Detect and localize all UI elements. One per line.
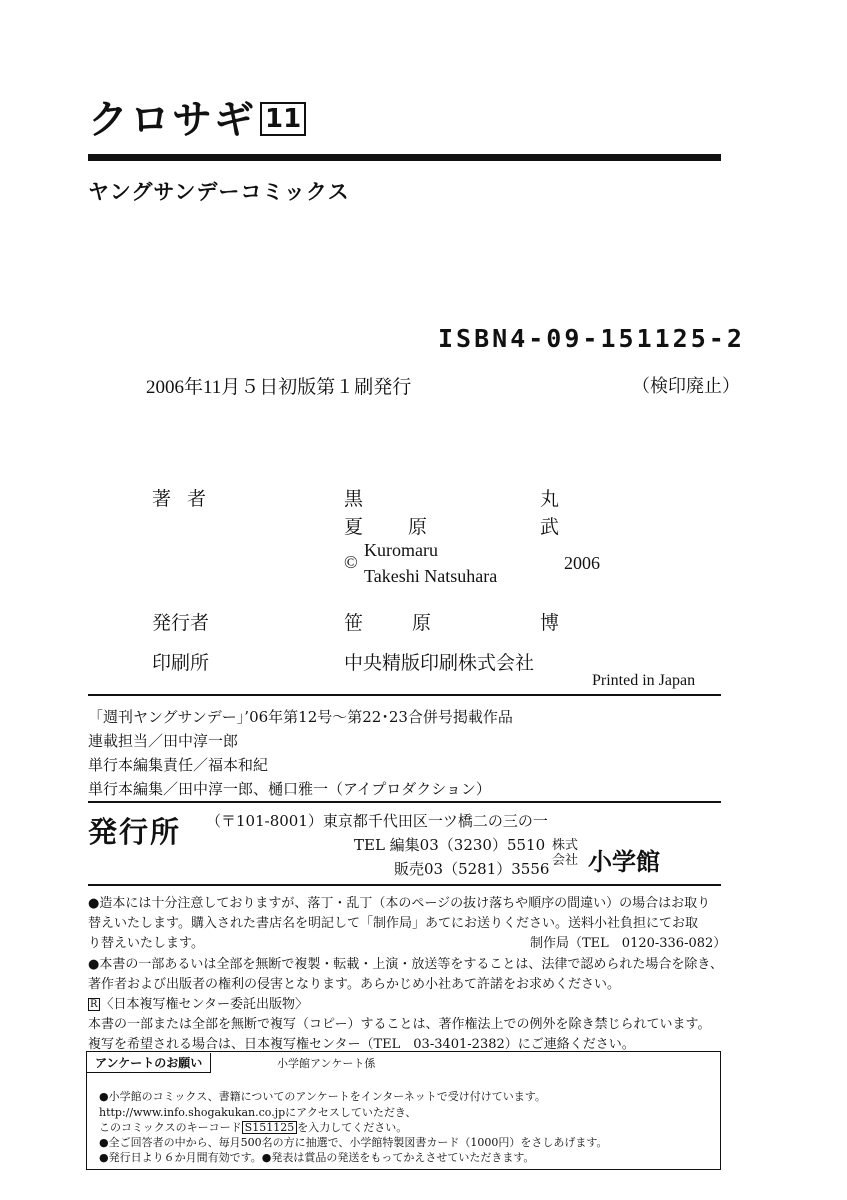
editor-in-charge: 単行本編集責任／福本和紀 xyxy=(88,756,269,774)
title-main: クロサギ xyxy=(88,97,256,143)
author-2-char-3: 武 xyxy=(540,516,560,538)
note-line: 複写を希望される場合は、日本複写権センター（TEL 03-3401-2382）にご連絡ください。 xyxy=(88,1037,635,1052)
survey-line: ●小学館のコミックス、書籍についてのアンケートをインターネットで受け付けています。 xyxy=(99,1090,546,1103)
kenin-note: （検印廃止） xyxy=(632,376,740,396)
r-mark: R xyxy=(90,999,98,1010)
survey-line: ●全ご回答者の中から、毎月500名の方に抽選で、小学館特製図書カード（1000円）をさしあげます。 xyxy=(99,1136,608,1149)
divider xyxy=(88,801,721,803)
note-line: ●造本には十分注意しておりますが、落丁・乱丁（本のページの抜け落ちや順序の間違い）の場合はお取り xyxy=(88,896,711,911)
jrrc-label: 〈日本複写権センター委託出版物〉 xyxy=(100,997,309,1012)
printed-in: Printed in Japan xyxy=(592,672,696,689)
publisher-address: （〒101-8001）東京都千代田区一ツ橋二の三の一 xyxy=(206,812,548,830)
author-2-char-1: 夏 xyxy=(344,516,364,538)
printer-label: 印刷所 xyxy=(152,652,210,674)
note-line: 本書の一部または全部を無断で複写（コピー）することは、著作権法上での例外を除き禁じられています。 xyxy=(88,1017,711,1032)
note-line: 替えいたします。購入された書店名を明記して「制作局」あてにお送りください。送料小社負担にてお取 xyxy=(88,916,698,931)
note-line xyxy=(88,993,308,1012)
divider xyxy=(88,694,721,696)
keycode-suffix: を入力してください。 xyxy=(297,1121,408,1134)
note-line: ●本書の一部あるいは全部を無断で複製・転載・上演・放送等をすることは、法律で認められた場合を除き、 xyxy=(88,957,723,972)
publisher-person-char-3: 博 xyxy=(540,612,560,634)
publisher-label: 発行所 xyxy=(88,815,182,849)
survey-title: アンケートのお願い xyxy=(87,1053,211,1073)
copyright-year: 2006 xyxy=(564,553,600,573)
book-editors: 単行本編集／田中淳一郎、樋口雅一（アイプロダクション） xyxy=(88,780,491,798)
author-1-char-1: 黒 xyxy=(344,488,364,510)
printer-name: 中央精版印刷株式会社 xyxy=(344,652,535,674)
author-2-char-2: 原 xyxy=(408,516,428,538)
note-line: り替えいたします。 xyxy=(88,936,204,951)
note-line: 著作者および出版者の権利の侵害となります。あらかじめ小社あて許諾をお求めください。 xyxy=(88,977,620,992)
publisher-tel-sales: 販売03（5281）3556 xyxy=(394,860,550,878)
isbn: ISBN4-09-151125-2 xyxy=(438,324,745,353)
publisher-person-char-2: 原 xyxy=(412,612,432,634)
publisher-name: 小学館 xyxy=(588,848,660,876)
survey-line xyxy=(99,1119,407,1135)
keycode-prefix: このコミックスのキーコード xyxy=(99,1121,242,1134)
publisher-person-char-1: 笹 xyxy=(344,612,364,634)
keycode: S151125 xyxy=(242,1121,298,1134)
survey-subtitle: 小学館アンケート係 xyxy=(277,1057,376,1070)
survey-line: ●発行日より６か月間有効です。●発表は賞品の発送をもってかえさせていただきます。 xyxy=(99,1151,535,1164)
copyright-mark: © xyxy=(344,552,358,572)
copyright-name-1: Kuromaru xyxy=(364,540,438,560)
title-rule xyxy=(88,154,721,161)
kabushiki-kaisha: 株式会社 xyxy=(552,838,579,868)
serial-editor: 連載担当／田中淳一郎 xyxy=(88,732,239,750)
imprint-label: ヤングサンデーコミックス xyxy=(88,180,350,204)
author-label: 著者 xyxy=(152,488,223,510)
production-dept-tel: 制作局（TEL 0120-336-082） xyxy=(530,936,727,951)
copyright-name-2: Takeshi Natsuhara xyxy=(364,566,498,586)
survey-url: http://www.info.shogakukan.co.jpにアクセスしていただき、 xyxy=(99,1106,417,1119)
publication-date: 2006年11月５日初版第１刷発行 xyxy=(146,377,412,398)
publisher-person-label: 発行者 xyxy=(152,612,210,634)
volume-number: 11 xyxy=(260,102,306,136)
survey-box xyxy=(86,1051,721,1170)
author-1-char-2: 丸 xyxy=(540,488,560,510)
divider xyxy=(88,884,721,886)
book-title xyxy=(88,88,306,145)
publisher-tel-editorial: TEL 編集03（3230）5510 xyxy=(354,836,546,854)
serial-info: 「週刊ヤングサンデー」’06年第12号〜第22･23合併号掲載作品 xyxy=(88,708,513,726)
